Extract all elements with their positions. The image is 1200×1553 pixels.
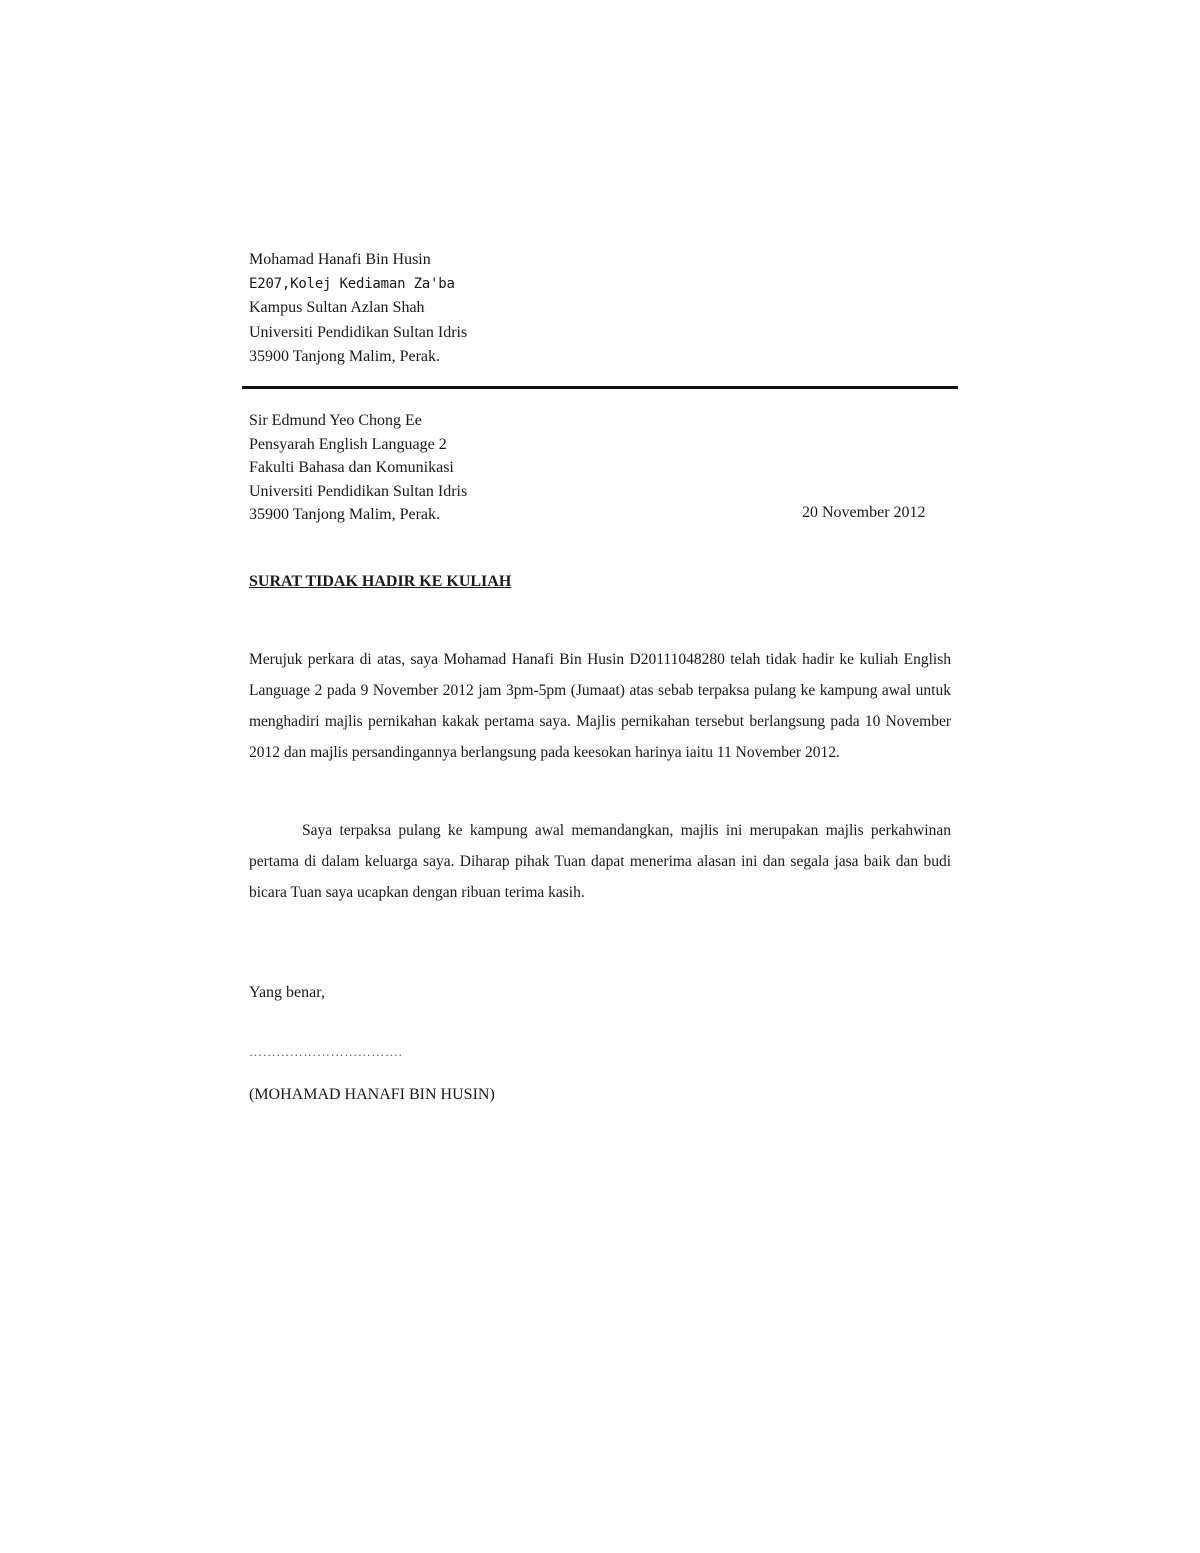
signature-line: …………………………….	[249, 1044, 403, 1059]
recipient-university: Universiti Pendidikan Sultan Idris	[249, 482, 468, 500]
recipient-name: Sir Edmund Yeo Chong Ee	[249, 412, 422, 429]
letter-date: 20 November 2012	[802, 504, 926, 521]
signature-name: (MOHAMAD HANAFI BIN HUSIN)	[249, 1086, 495, 1103]
sender-address-line-1: E207,Kolej Kediaman Za'ba	[249, 276, 455, 293]
body-paragraph-1: Merujuk perkara di atas, saya Mohamad Hanafi Bin Husin D20111048280 telah tidak hadir ke kuliah English Language 2 pada 9 November 2012 jam 3pm-5pm (Jumaat) atas sebab terpaksa pulang ke kampung awal untuk menghadiri majlis pernikahan kakak pertama saya. Majlis pernikahan tersebut berlangsung pada 10 November 2012 dan majlis persandingannya berlangsung pada keesokan harinya iaitu 11 November 2012.	[249, 651, 951, 761]
recipient-title: Pensyarah English Language 2	[249, 435, 447, 453]
letter-subject: SURAT TIDAK HADIR KE KULIAH	[249, 573, 512, 590]
closing-salutation: Yang benar,	[249, 984, 325, 1001]
header-divider	[242, 386, 958, 389]
recipient-faculty: Fakulti Bahasa dan Komunikasi	[249, 459, 454, 476]
sender-address-block	[249, 248, 467, 369]
sender-name: Mohamad Hanafi Bin Husin	[249, 251, 431, 268]
sender-address-line-2: Kampus Sultan Azlan Shah	[249, 299, 425, 317]
sender-address-line-3: Universiti Pendidikan Sultan Idris	[249, 323, 468, 341]
recipient-address-block	[249, 409, 467, 527]
sender-address-line-4: 35900 Tanjong Malim, Perak.	[249, 347, 441, 365]
body-paragraph-2: Saya terpaksa pulang ke kampung awal memandangkan, majlis ini merupakan majlis perkahwinan pertama di dalam keluarga saya. Diharap pihak Tuan dapat menerima alasan ini dan segala jasa baik dan budi bicara Tuan saya ucapkan dengan ribuan terima kasih.	[249, 822, 951, 901]
recipient-address: 35900 Tanjong Malim, Perak.	[249, 506, 441, 523]
